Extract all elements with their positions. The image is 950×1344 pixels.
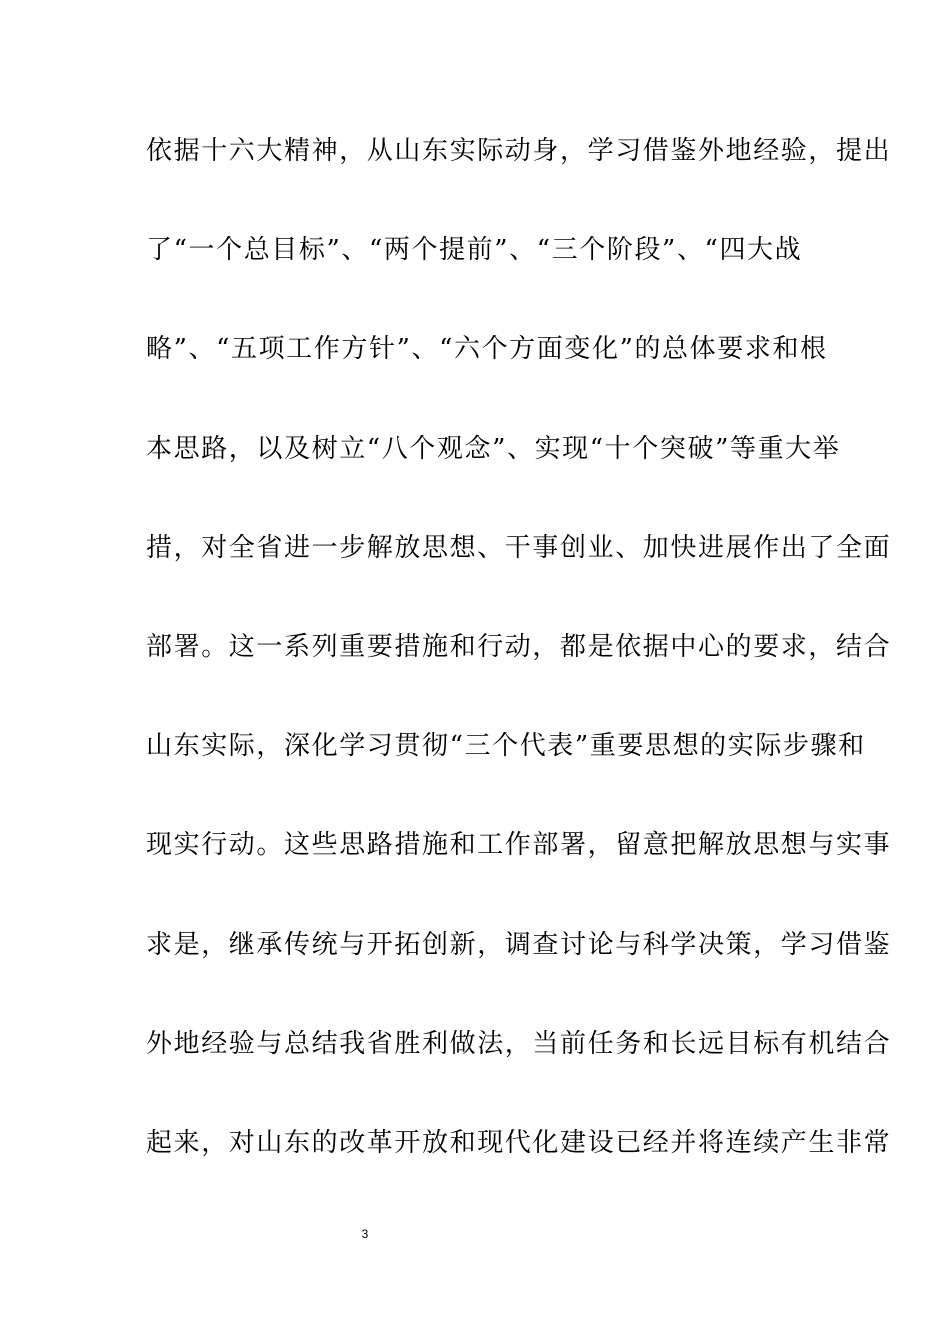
text-line: 起来，对山东的改革开放和现代化建设已经并将连续产生非常 [146,1127,892,1158]
text-line: 外地经验与总结我省胜利做法，当前任务和长远目标有机结合 [146,1028,892,1059]
text-line: 依据十六大精神，从山东实际动身，学习借鉴外地经验，提出 [146,136,892,166]
text-line: 山东实际，深化学习贯彻“三个代表”重要思想的实际步骤和 [146,731,866,762]
text-line: 略”、“五项工作方针”、“六个方面变化”的总体要求和根 [146,334,828,365]
text-line: 部署。这一系列重要措施和行动，都是依据中心的要求，结合 [146,631,892,662]
text-line: 了“一个总目标”、“两个提前”、“三个阶段”、“四大战 [146,235,803,266]
text-line: 措，对全省进一步解放思想、干事创业、加快进展作出了全面 [146,532,892,563]
text-line: 求是，继承传统与开拓创新，调查讨论与科学决策，学习借鉴 [146,929,892,960]
text-line: 现实行动。这些思路措施和工作部署，留意把解放思想与实事 [146,830,892,861]
body-paragraph [146,131,892,1222]
page-number: 3 [361,1227,369,1241]
text-line: 本思路，以及树立“八个观念”、实现“十个突破”等重大举 [146,433,841,464]
